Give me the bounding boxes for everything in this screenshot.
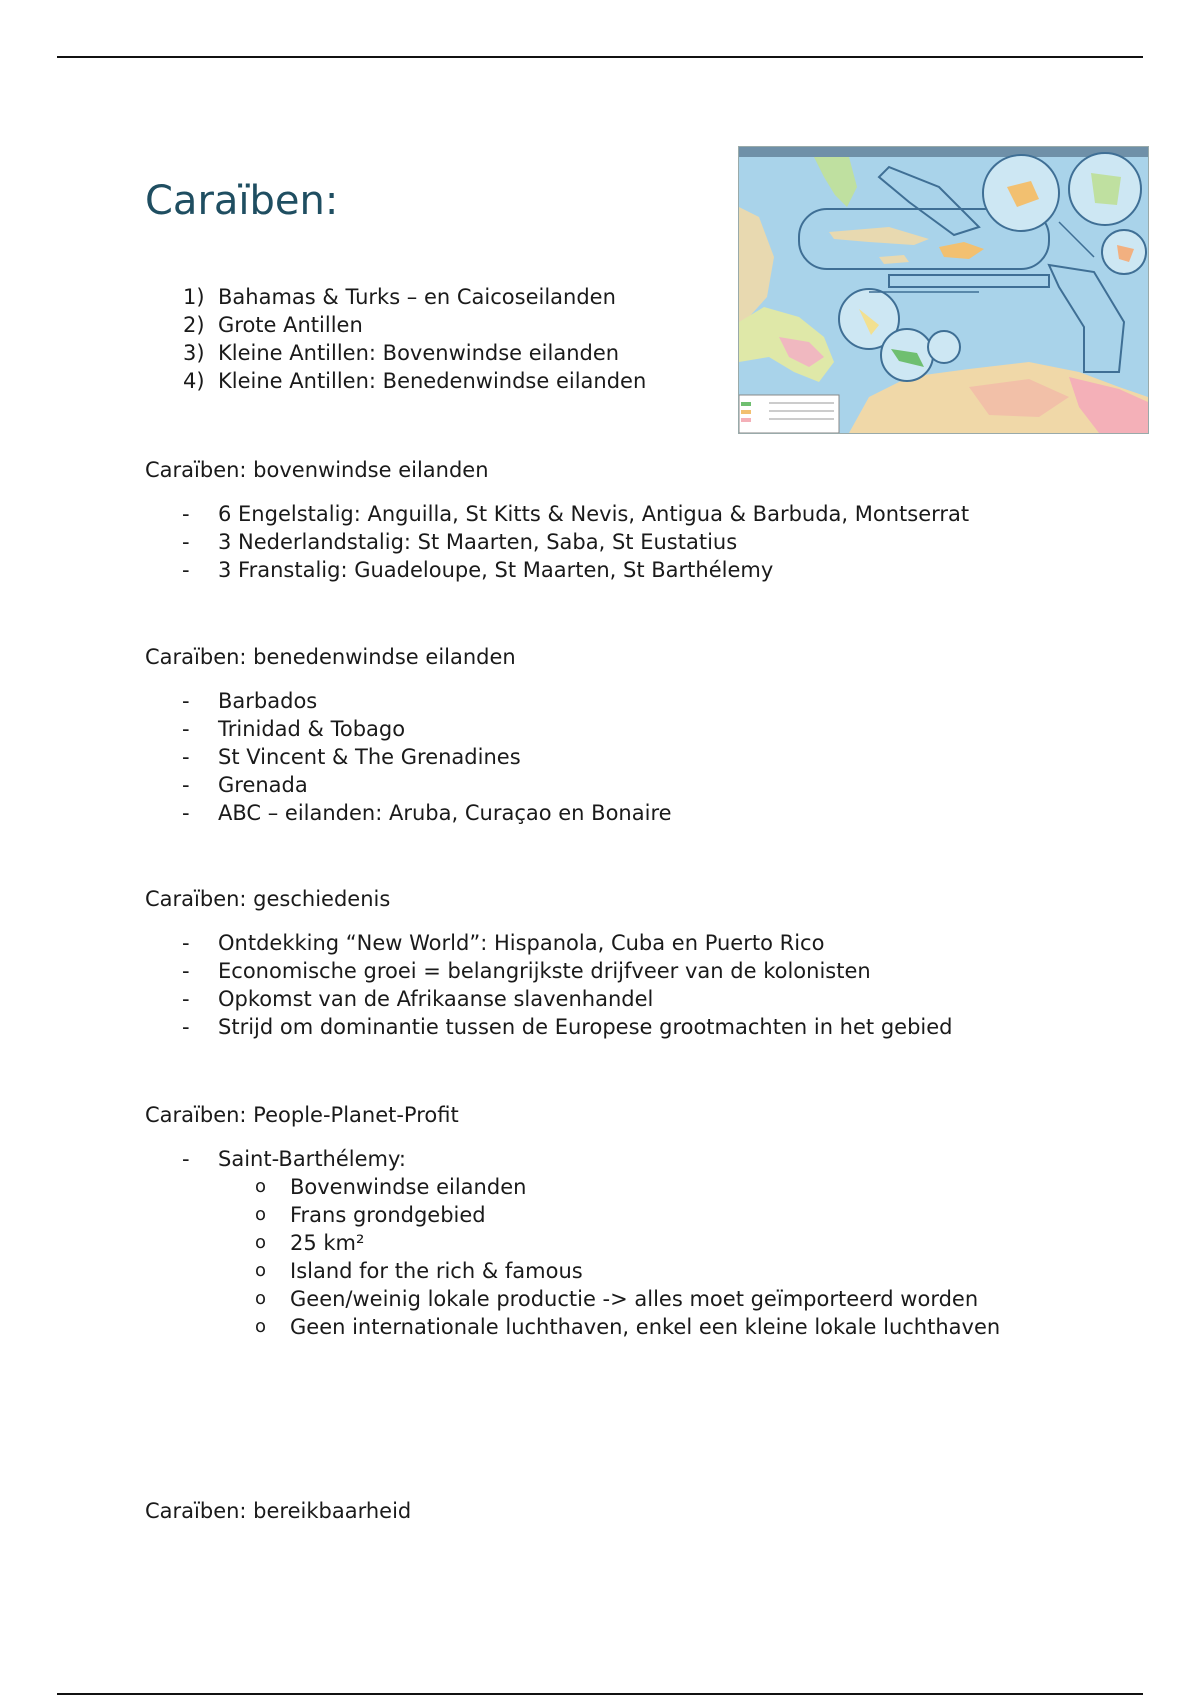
list-item-text: Island for the rich & famous [290, 1259, 583, 1283]
dash-bullet: - [182, 987, 190, 1011]
list-item [145, 1145, 1000, 1173]
section-heading-bovenwindse: Caraïben: bovenwindse eilanden [145, 458, 489, 482]
list-item [145, 500, 969, 528]
list-item-text: St Vincent & The Grenadines [218, 745, 521, 769]
sub-list-item [145, 1285, 1000, 1313]
list-item [145, 339, 646, 367]
sub-list-item [145, 1229, 1000, 1257]
sub-list-item [145, 1201, 1000, 1229]
circle-bullet: o [255, 1176, 267, 1197]
list-item-text: 3 Nederlandstalig: St Maarten, Saba, St Eustatius [218, 530, 738, 554]
list-item-text: Strijd om dominantie tussen de Europese grootmachten in het gebied [218, 1015, 953, 1039]
geschiedenis-list [145, 929, 953, 1041]
people-planet-profit-list [145, 1145, 1000, 1341]
list-number: 2) [183, 313, 205, 337]
list-item-text: Grenada [218, 773, 308, 797]
list-item-text: Kleine Antillen: Bovenwindse eilanden [218, 341, 620, 365]
sub-list-item [145, 1257, 1000, 1285]
dash-bullet: - [182, 959, 190, 983]
list-item [145, 743, 672, 771]
list-item-text: Trinidad & Tobago [218, 717, 406, 741]
sub-list-item [145, 1173, 1000, 1201]
dash-bullet: - [182, 773, 190, 797]
circle-bullet: o [255, 1232, 267, 1253]
list-item-text: Ontdekking “New World”: Hispanola, Cuba en Puerto Rico [218, 931, 825, 955]
list-number: 4) [183, 369, 205, 393]
list-item-text: Grote Antillen [218, 313, 363, 337]
list-item-text: 3 Franstalig: Guadeloupe, St Maarten, St Barthélemy [218, 558, 774, 582]
list-item-text: ABC – eilanden: Aruba, Curaçao en Bonaire [218, 801, 672, 825]
list-item-text: Barbados [218, 689, 318, 713]
benedenwindse-list [145, 687, 672, 827]
section-heading-benedenwindse: Caraïben: benedenwindse eilanden [145, 645, 516, 669]
section-heading-people-planet-profit: Caraïben: People-Planet-Profit [145, 1103, 459, 1127]
list-item [145, 715, 672, 743]
list-number: 3) [183, 341, 205, 365]
caribbean-map [738, 146, 1149, 434]
section-heading-bereikbaarheid: Caraïben: bereikbaarheid [145, 1499, 412, 1523]
circle-bullet: o [255, 1316, 267, 1337]
list-item [145, 367, 646, 395]
list-item-text: Geen/weinig lokale productie -> alles moet geïmporteerd worden [290, 1287, 979, 1311]
list-item-text: Kleine Antillen: Benedenwindse eilanden [218, 369, 647, 393]
list-item [145, 929, 953, 957]
section-heading-geschiedenis: Caraïben: geschiedenis [145, 887, 391, 911]
list-item-text: 25 km² [290, 1231, 365, 1255]
list-item-text: Bovenwindse eilanden [290, 1175, 527, 1199]
list-item [145, 985, 953, 1013]
bovenwindse-list [145, 500, 969, 584]
dash-bullet: - [182, 745, 190, 769]
list-item [145, 687, 672, 715]
list-item-text: Bahamas & Turks – en Caicoseilanden [218, 285, 616, 309]
list-item-text: Opkomst van de Afrikaanse slavenhandel [218, 987, 654, 1011]
dash-bullet: - [182, 931, 190, 955]
dash-bullet: - [182, 1147, 190, 1171]
list-item-text: 6 Engelstalig: Anguilla, St Kitts & Nevis, Antigua & Barbuda, Montserrat [218, 502, 970, 526]
list-item [145, 1013, 953, 1041]
top-rule [57, 56, 1143, 58]
list-item-text: Geen internationale luchthaven, enkel een kleine lokale luchthaven [290, 1315, 1001, 1339]
list-item-text: Saint-Barthélemy: [218, 1147, 406, 1171]
sub-list-item [145, 1313, 1000, 1341]
list-item [145, 556, 969, 584]
dash-bullet: - [182, 689, 190, 713]
list-number: 1) [183, 285, 205, 309]
list-item [145, 799, 672, 827]
list-item [145, 771, 672, 799]
regions-list [145, 283, 646, 395]
dash-bullet: - [182, 801, 190, 825]
dash-bullet: - [182, 530, 190, 554]
dash-bullet: - [182, 502, 190, 526]
circle-bullet: o [255, 1288, 267, 1309]
circle-bullet: o [255, 1260, 267, 1281]
list-item-text: Economische groei = belangrijkste drijfveer van de kolonisten [218, 959, 871, 983]
list-item-text: Frans grondgebied [290, 1203, 486, 1227]
bottom-rule [57, 1693, 1143, 1695]
dash-bullet: - [182, 1015, 190, 1039]
page-title: Caraïben: [145, 178, 339, 224]
circle-bullet: o [255, 1204, 267, 1225]
dash-bullet: - [182, 717, 190, 741]
dash-bullet: - [182, 558, 190, 582]
list-item [145, 283, 646, 311]
list-item [145, 957, 953, 985]
list-item [145, 528, 969, 556]
list-item [145, 311, 646, 339]
